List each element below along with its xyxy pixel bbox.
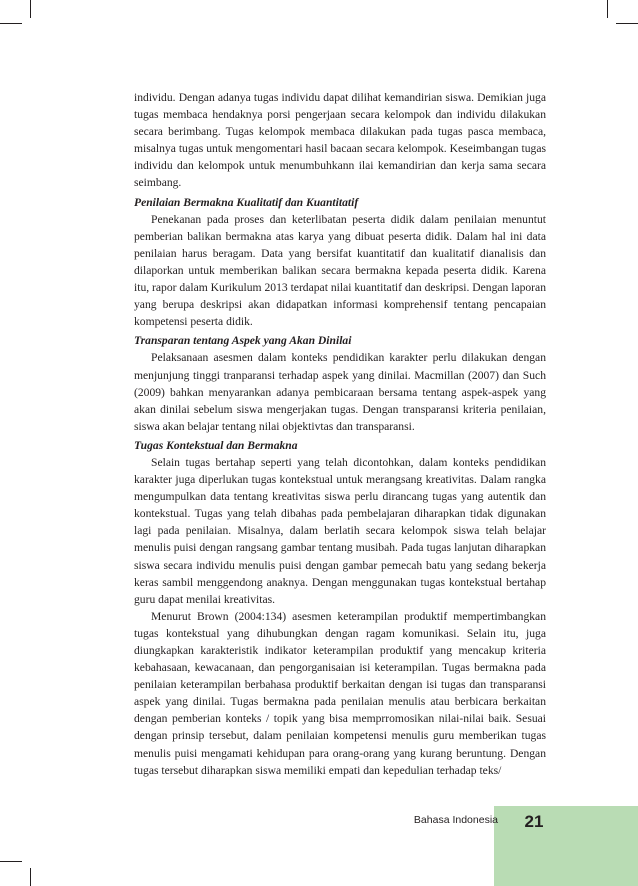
crop-mark-top-right-h: [616, 23, 638, 24]
crop-mark-top-left-v: [30, 0, 31, 18]
section-heading: Tugas Kontekstual dan Bermakna: [134, 438, 298, 452]
crop-mark-top-left-h: [0, 23, 22, 24]
paragraph: individu. Dengan adanya tugas individu dapat dilihat kemandirian siswa. Demikian juga tugas membaca hendaknya porsi pengerjaan secara kelompok dan individu dilakukan secara berimbang. Tugas kelompok membaca dilakukan pada tugas pasca membaca, misalnya tugas untuk mengomentari hasil bacaan secara kelompok. Keseimbangan tugas individu dan kelompok untuk menumbuhkann ilai kemandirian dan kerja sama secara seimbang.: [134, 91, 546, 190]
crop-mark-top-right-v: [607, 0, 608, 18]
section-heading: Penilaian Bermakna Kualitatif dan Kuantitatif: [134, 195, 359, 209]
book-title: Bahasa Indonesia: [413, 814, 498, 826]
paragraph: Menurut Brown (2004:134) asesmen keterampilan produktif mempertimbangkan tugas kontekstual yang dihubungkan dengan ragam komunikasi. Selain itu, juga diungkapkan karakteristik indikator keterampilan produktif yang mencakup kriteria kebahasaan, kewacanaan, dan pengorganisaian isi keterampilan. Tugas bermakna pada penilaian keterampilan berbahasa produktif berkaitan dengan isi tugas dan transparansi aspek yang dinilai. Tugas bermakna pada penilaian menulis atau berbicara berkaitan dengan pemberian konteks / topik yang bisa memprromosikan nilai-nilai baik. Sesuai dengan prinsip tersebut, dalam penilaian kompetensi menulis guru memberikan tugas menulis puisi mengamati kehidupan para orang-orang yang kurang beruntung. Dengan tugas tersebut diharapkan siswa memiliki empati dan kepedulian terhadap teks/: [134, 609, 546, 777]
paragraph: Selain tugas bertahap seperti yang telah dicontohkan, dalam konteks pendidikan karakter juga diperlukan tugas kontekstual untuk merangsang kreativitas. Dalam rangka mengumpulkan data tentang kreativitas siswa perlu dirancang tugas yang autentik dan kontekstual. Tugas yang telah dibahas pada pembelajaran diharapkan tidak digunakan lagi pada penilaian. Misalnya, dalam berlatih secara kelompok siswa telah belajar menulis puisi dengan rangsang gambar tentang musibah. Pada tugas lanjutan diharapkan siswa secara individu menulis puisi dengan gambar pemecah batu yang sedang bekerja keras sambil menggendong anaknya. Dengan menggunakan tugas kontekstual bertahap guru dapat menilai kreativitas.: [134, 455, 546, 606]
crop-mark-bottom-left-h: [0, 861, 22, 862]
section-heading: Transparan tentang Aspek yang Akan Dinilai: [134, 334, 352, 348]
paragraph: Penekanan pada proses dan keterlibatan peserta didik dalam penilaian menuntut pemberian balikan bermakna atas karya yang dibuat peserta didik. Dalam hal ini data penilaian harus beragam. Data yang bersifat kuantitatif dan kualitatif dianalisis dan dilaporkan untuk memberikan balikan secara bermakna kepada peserta didik. Karena itu, rapor dalam Kurikulum 2013 terdapat nilai kuantitatif dan deskripsi. Dengan laporan yang berupa deskripsi akan didapatkan informasi komprehensif tentang pencapaian kompetensi peserta didik.: [134, 212, 546, 329]
page-number: 21: [524, 812, 544, 831]
paragraph: Pelaksanaan asesmen dalam konteks pendidikan karakter perlu dilakukan dengan menjunjung tinggi tranparansi terhadap aspek yang dinilai. Macmillan (2007) dan Such (2009) bahkan menyarankan adanya pembicaraan bersama tentang aspek-aspek yang akan dinilai sebelum siswa mengerjakan tugas. Dengan transparansi kriteria penilaian, siswa akan belajar tentang nilai objektivtas dan transparansi.: [134, 351, 546, 433]
page-body: [134, 89, 546, 779]
crop-mark-bottom-left-v: [30, 868, 31, 886]
